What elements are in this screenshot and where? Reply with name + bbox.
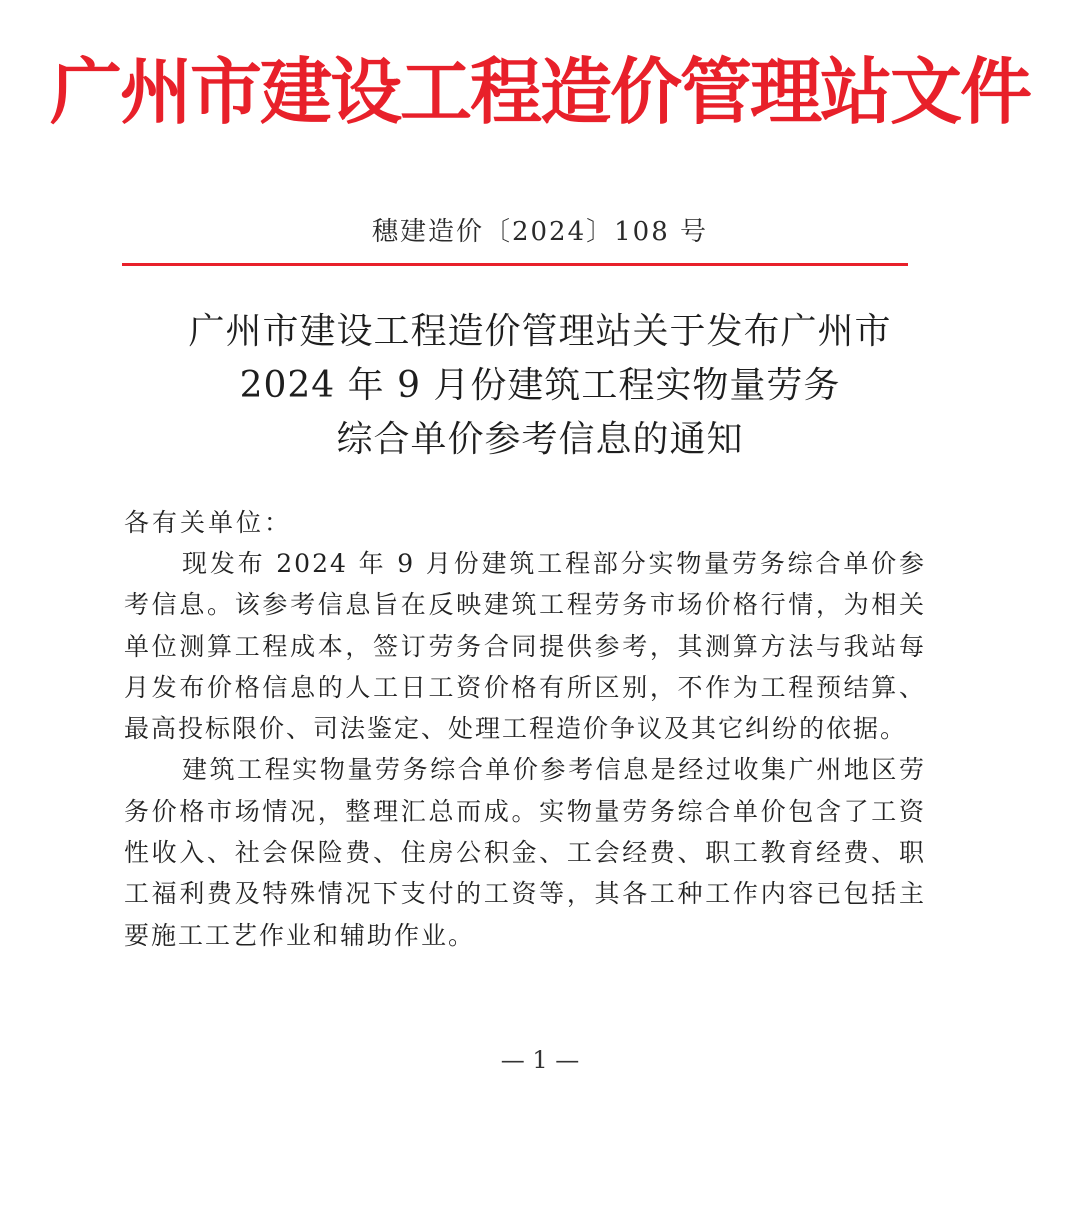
page-number: — 1 — <box>500 1046 580 1074</box>
body-text <box>124 543 926 956</box>
document-number: 穗建造价〔2024〕108 号 <box>371 217 709 247</box>
notice-title-line: 2024 年 9 月份建筑工程实物量劳务 <box>239 365 841 406</box>
notice-title-line: 广州市建设工程造价管理站关于发布广州市 <box>188 311 892 352</box>
body-paragraph: 现发布 2024 年 9 月份建筑工程部分实物量劳务综合单价参考信息。该参考信息旨在反映建筑工程劳务市场价格行情，为相关单位测算工程成本，签订劳务合同提供参考，其测算方法与我站每月发布价格信息的人工日工资价格有所区别，不作为工程预结算、最高投标限价、司法鉴定、处理工程造价争议及其它纠纷的依据。 <box>124 549 926 744</box>
notice-title <box>0 305 1080 467</box>
masthead-title: 广州市建设工程造价管理站文件 <box>49 50 1030 134</box>
notice-title-line: 综合单价参考信息的通知 <box>336 419 744 460</box>
red-divider-line <box>122 263 908 266</box>
body-paragraph: 建筑工程实物量劳务综合单价参考信息是经过收集广州地区劳务价格市场情况，整理汇总而成。实物量劳务综合单价包含了工资性收入、社会保险费、住房公积金、工会经费、职工教育经费、职工福利费及特殊情况下支付的工资等，其各工种工作内容已包括主要施工工艺作业和辅助作业。 <box>124 755 926 950</box>
salutation: 各有关单位： <box>124 508 293 537</box>
